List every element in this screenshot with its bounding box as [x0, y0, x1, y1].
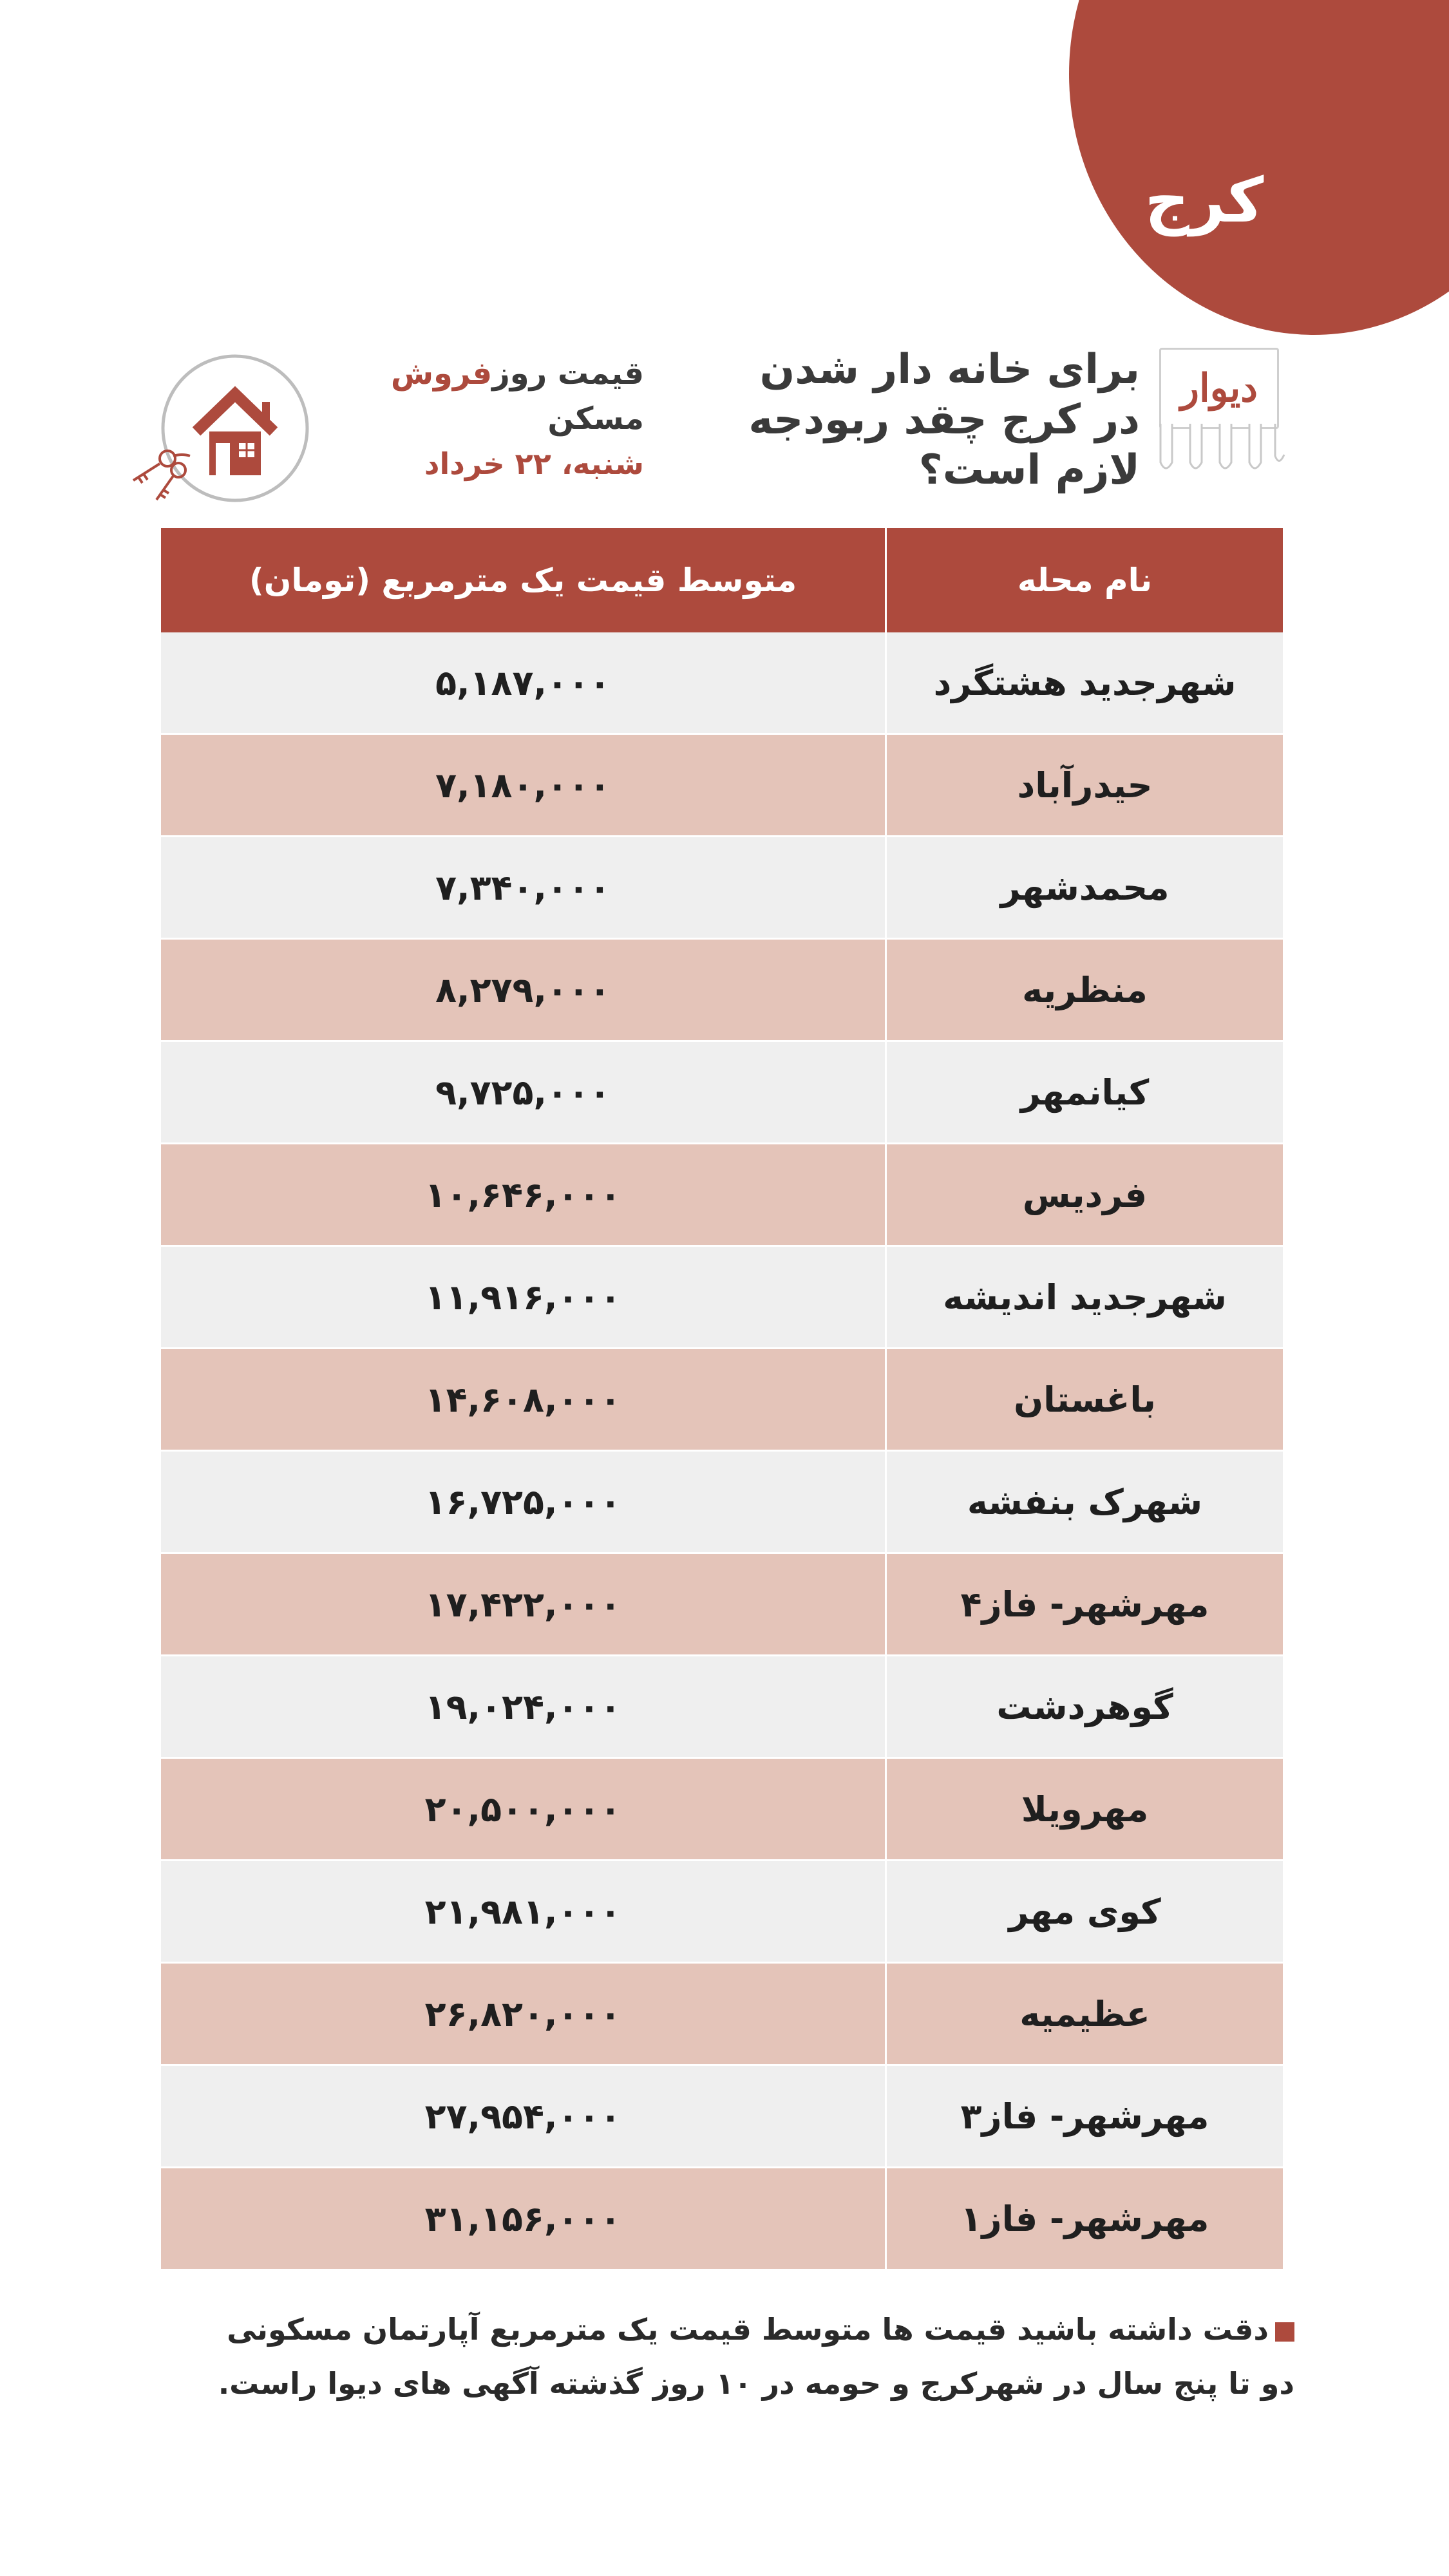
table-row: [161, 1247, 1283, 1349]
price-info-date: شنبه، ۲۲ خرداد: [424, 446, 644, 481]
price-value: ۱۶,۷۲۵,۰۰۰: [424, 1481, 621, 1522]
neighborhood-name: عظیمیه: [885, 1964, 1283, 2064]
header-neighborhood: نام محله: [885, 528, 1283, 632]
table-row: [161, 1452, 1283, 1554]
footnote-text: دقت داشته باشید قیمت ها متوسط قیمت یک مترمربع آپارتمان مسکونی دو تا پنج سال در شهرکرج و حومه در ۱۰ روز گذشته آگهی های دیوا راست.: [218, 2312, 1294, 2401]
price-value: ۸,۲۷۹,۰۰۰: [435, 969, 611, 1010]
neighborhood-name: محمدشهر: [885, 837, 1283, 938]
table-row: [161, 2066, 1283, 2168]
table-row: [161, 1759, 1283, 1861]
price-value: ۲۱,۹۸۱,۰۰۰: [424, 1891, 621, 1932]
price-value: ۳۱,۱۵۶,۰۰۰: [424, 2198, 621, 2239]
price-value: ۱۹,۰۲۴,۰۰۰: [424, 1686, 621, 1727]
table-row: [161, 2168, 1283, 2271]
price-value: ۵,۱۸۷,۰۰۰: [435, 662, 611, 703]
neighborhood-name: منظریه: [885, 940, 1283, 1040]
price-info: [296, 351, 644, 486]
price-value: ۱۱,۹۱۶,۰۰۰: [424, 1276, 621, 1318]
table-header: [161, 528, 1283, 632]
table-row: [161, 735, 1283, 837]
table-row: [161, 940, 1283, 1042]
neighborhood-name: باغستان: [885, 1349, 1283, 1450]
table-row: [161, 632, 1283, 735]
table-row: [161, 1349, 1283, 1452]
neighborhood-name: مهرویلا: [885, 1759, 1283, 1859]
table-row: [161, 1554, 1283, 1656]
price-value: ۱۷,۴۲۲,۰۰۰: [424, 1584, 621, 1625]
price-info-title-accent: فروش: [390, 355, 493, 392]
neighborhood-name: گوهردشت: [885, 1656, 1283, 1757]
city-title: کرج: [1144, 164, 1264, 236]
table-row: [161, 837, 1283, 940]
neighborhood-name: حیدرآباد: [885, 735, 1283, 835]
price-info-title-start: قیمت روز: [492, 355, 644, 392]
price-info-title-end: مسکن: [547, 401, 644, 437]
table-row: [161, 1861, 1283, 1964]
logo-text: دیوار: [1180, 366, 1258, 411]
neighborhood-name: مهرشهر- فاز۱: [885, 2168, 1283, 2269]
table-row: [161, 1656, 1283, 1759]
table-row: [161, 1964, 1283, 2066]
price-info-title: [296, 351, 644, 441]
neighborhood-name: کیانمهر: [885, 1042, 1283, 1142]
headline: برای خانه دار شدن در کرج چقد ربودجه لازم است؟: [748, 346, 1140, 494]
house-icon: [119, 348, 312, 509]
price-value: ۱۰,۶۴۶,۰۰۰: [424, 1174, 621, 1215]
neighborhood-name: مهرشهر- فاز۳: [885, 2066, 1283, 2166]
square-bullet-icon: [1275, 2322, 1294, 2342]
price-value: ۷,۳۴۰,۰۰۰: [435, 867, 611, 908]
price-value: ۹,۷۲۵,۰۰۰: [435, 1072, 611, 1113]
neighborhood-name: شهرک بنفشه: [885, 1452, 1283, 1552]
neighborhood-name: شهرجدید اندیشه: [885, 1247, 1283, 1347]
neighborhood-name: کوی مهر: [885, 1861, 1283, 1962]
neighborhood-name: فردیس: [885, 1144, 1283, 1245]
price-value: ۷,۱۸۰,۰۰۰: [435, 764, 611, 806]
price-value: ۱۴,۶۰۸,۰۰۰: [424, 1379, 621, 1420]
header-price: متوسط قیمت یک مترمربع (تومان): [249, 562, 797, 599]
price-value: ۲۷,۹۵۴,۰۰۰: [424, 2096, 621, 2137]
table-row: [161, 1042, 1283, 1144]
neighborhood-name: مهرشهر- فاز۴: [885, 1554, 1283, 1654]
logo-card: [1159, 348, 1279, 429]
table-row: [161, 1144, 1283, 1247]
price-value: ۲۶,۸۲۰,۰۰۰: [424, 1993, 621, 2034]
divar-logo-icon: [1153, 348, 1288, 477]
price-table: [161, 528, 1283, 2271]
logo-pages-icon: [1153, 424, 1288, 475]
footnote: [213, 2302, 1294, 2410]
price-value: ۲۰,۵۰۰,۰۰۰: [424, 1788, 621, 1830]
neighborhood-name: شهرجدید هشتگرد: [885, 632, 1283, 733]
